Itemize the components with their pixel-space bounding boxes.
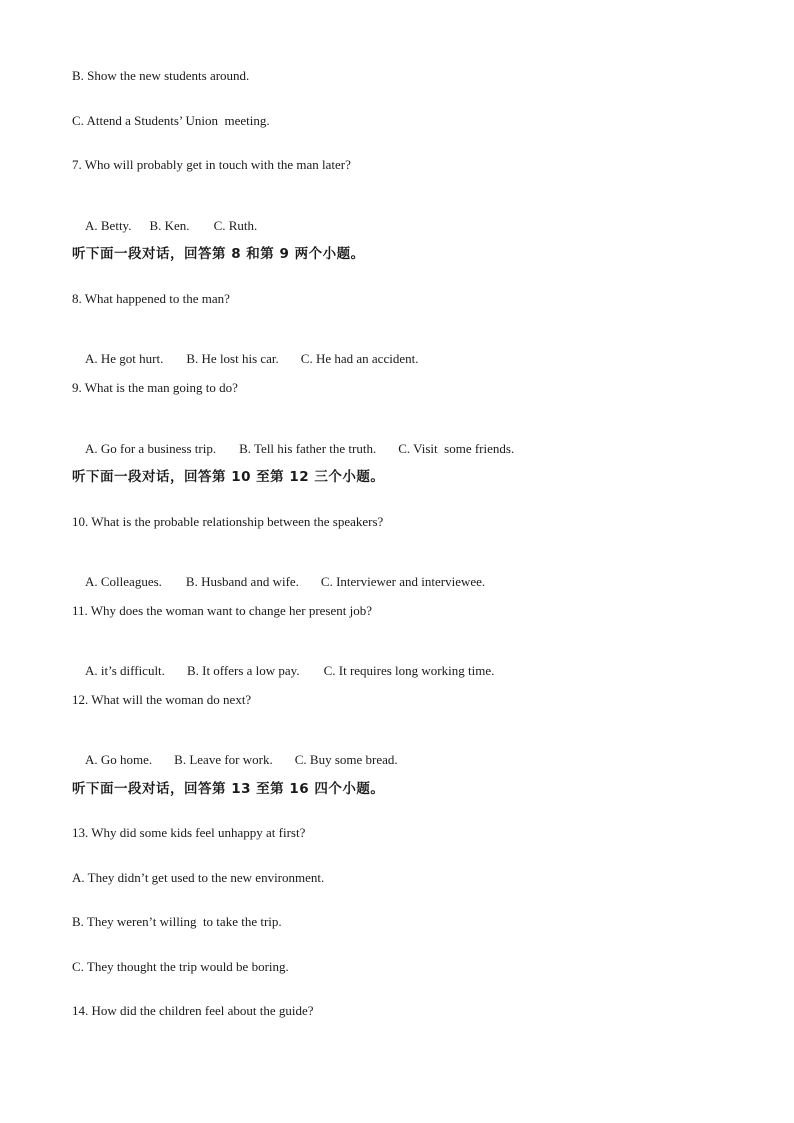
option-7c: C. Ruth. xyxy=(213,218,258,233)
option-13c: C. They thought the trip would be boring. xyxy=(72,959,289,974)
option-7b: B. Ken. xyxy=(149,218,190,233)
options-7 xyxy=(72,202,257,250)
option-7a: A. Betty. xyxy=(85,218,132,233)
options-12 xyxy=(72,736,398,784)
section-heading-13-16: 听下面一段对话，回答第 13 至第 16 四个小题。 xyxy=(72,781,385,797)
question-8: 8. What happened to the man? xyxy=(72,291,230,306)
question-12: 12. What will the woman do next? xyxy=(72,692,252,707)
question-10: 10. What is the probable relationship between the speakers? xyxy=(72,514,384,529)
option-11c: C. It requires long working time. xyxy=(323,663,495,678)
option-9a: A. Go for a business trip. xyxy=(85,441,217,456)
option-12b: B. Leave for work. xyxy=(174,752,273,767)
option-8a: A. He got hurt. xyxy=(85,351,164,366)
section-heading-8-9: 听下面一段对话，回答第 8 和第 9 两个小题。 xyxy=(72,246,365,262)
option-11a: A. it’s difficult. xyxy=(85,663,165,678)
option-12c: C. Buy some bread. xyxy=(294,752,398,767)
options-11 xyxy=(72,647,494,695)
option-10a: A. Colleagues. xyxy=(85,574,162,589)
question-11: 11. Why does the woman want to change her present job? xyxy=(72,603,372,618)
options-8 xyxy=(72,335,418,383)
question-14: 14. How did the children feel about the guide? xyxy=(72,1003,314,1018)
option-10c: C. Interviewer and interviewee. xyxy=(320,574,486,589)
options-10 xyxy=(72,558,485,606)
options-9 xyxy=(72,425,514,473)
option-12a: A. Go home. xyxy=(85,752,153,767)
option-10b: B. Husband and wife. xyxy=(185,574,299,589)
option-8b: B. He lost his car. xyxy=(186,351,279,366)
option-6c: C. Attend a Students’ Union meeting. xyxy=(72,113,270,128)
option-8c: C. He had an accident. xyxy=(300,351,419,366)
section-heading-10-12: 听下面一段对话，回答第 10 至第 12 三个小题。 xyxy=(72,469,385,485)
option-11b: B. It offers a low pay. xyxy=(186,663,300,678)
option-6b: B. Show the new students around. xyxy=(72,68,250,83)
question-13: 13. Why did some kids feel unhappy at first? xyxy=(72,825,306,840)
option-13a: A. They didn’t get used to the new environment. xyxy=(72,870,325,885)
option-13b: B. They weren’t willing to take the trip. xyxy=(72,914,282,929)
question-9: 9. What is the man going to do? xyxy=(72,380,238,395)
option-9c: C. Visit some friends. xyxy=(398,441,515,456)
option-9b: B. Tell his father the truth. xyxy=(239,441,377,456)
question-7: 7. Who will probably get in touch with the man later? xyxy=(72,157,351,172)
